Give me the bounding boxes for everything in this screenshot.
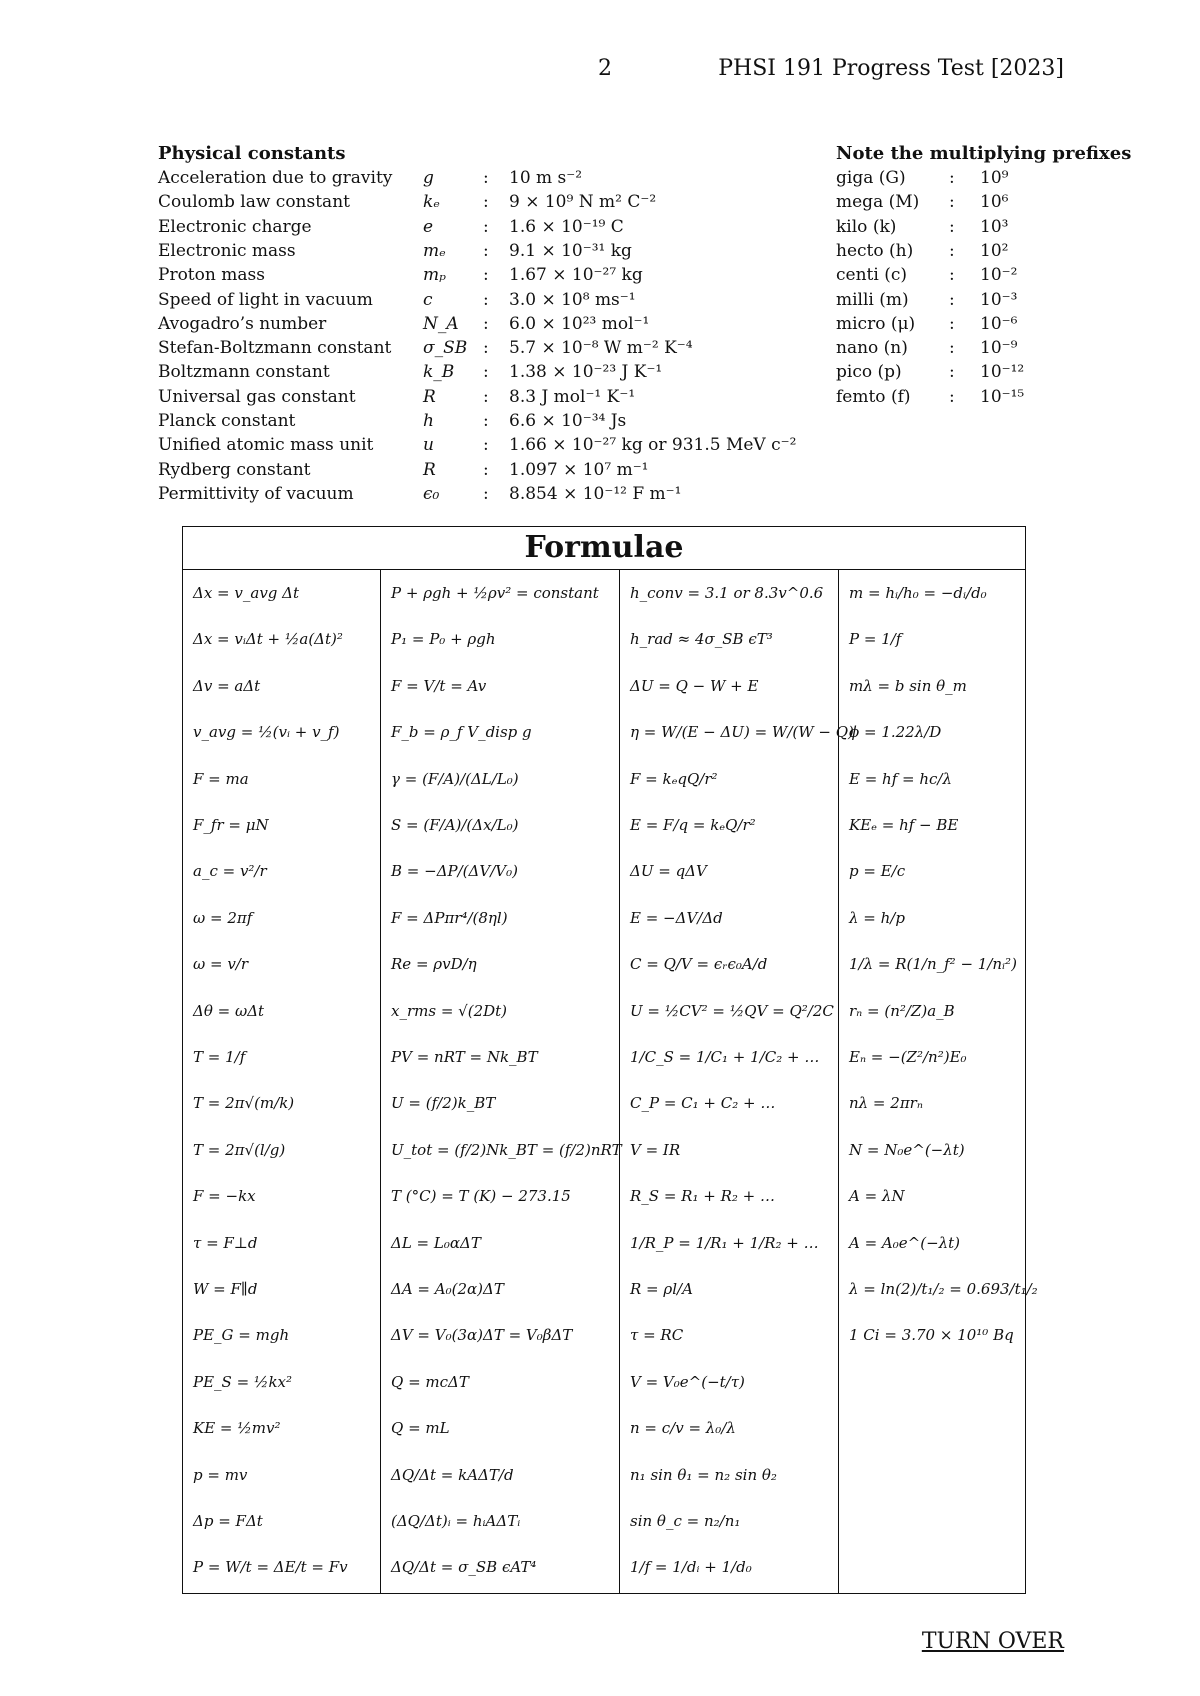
constant-name: Stefan-Boltzmann constant	[158, 338, 392, 359]
prefix-value: 10⁻¹⁵	[980, 386, 1025, 407]
prefix-row	[836, 241, 1056, 265]
constant-row	[158, 192, 838, 216]
formula: γ = (F/A)/(ΔL/L₀)	[391, 769, 519, 788]
constant-row	[158, 411, 838, 435]
page-number: 2	[598, 56, 612, 81]
formula: Δx = vᵢΔt + ½a(Δt)²	[193, 630, 343, 649]
constant-row	[158, 265, 838, 289]
constant-name: Planck constant	[158, 411, 296, 431]
constant-row	[158, 168, 838, 192]
separator-colon: :	[949, 386, 955, 407]
turn-over-label: TURN OVER	[921, 1629, 1064, 1654]
constant-row	[158, 290, 838, 314]
formula: W = F∥d	[193, 1280, 258, 1298]
formula: V = V₀e^(−t/τ)	[630, 1372, 745, 1391]
separator-colon: :	[483, 289, 489, 310]
constant-row	[158, 314, 838, 338]
constant-value: 1.097 × 10⁷ m⁻¹	[509, 459, 649, 480]
formula: mλ = b sin θ_m	[849, 676, 967, 695]
formula: Δθ = ωΔt	[193, 1001, 265, 1020]
formula: rₙ = (n²/Z)a_B	[849, 1001, 955, 1020]
prefix-name: nano (n)	[836, 338, 908, 359]
formula: A = λN	[849, 1187, 905, 1206]
constant-name: Boltzmann constant	[158, 362, 330, 383]
constant-symbol: u	[423, 435, 434, 456]
separator-colon: :	[483, 459, 489, 480]
constant-symbol: R	[423, 459, 436, 480]
formula: KEₑ = hf − BE	[849, 816, 959, 834]
constant-name: Rydberg constant	[158, 459, 311, 480]
formula: Re = ρvD/η	[391, 955, 477, 974]
prefix-value: 10⁻¹²	[980, 362, 1025, 383]
constant-value: 9.1 × 10⁻³¹ kg	[509, 240, 632, 261]
prefix-value: 10⁻⁶	[980, 313, 1018, 334]
constant-value: 1.67 × 10⁻²⁷ kg	[509, 265, 643, 286]
formula: ΔA = A₀(2α)ΔT	[391, 1280, 504, 1298]
formula: T = 1/f	[193, 1048, 246, 1066]
prefix-value: 10³	[980, 216, 1009, 237]
prefix-row	[836, 168, 1056, 192]
prefix-row	[836, 290, 1056, 314]
prefix-name: hecto (h)	[836, 240, 914, 261]
formula: PE_G = mgh	[193, 1326, 290, 1345]
constant-name: Speed of light in vacuum	[158, 289, 373, 310]
constant-name: Permittivity of vacuum	[158, 483, 354, 504]
formula: T (°C) = T (K) − 273.15	[391, 1187, 571, 1206]
separator-colon: :	[483, 216, 489, 237]
prefix-name: pico (p)	[836, 362, 902, 383]
constant-row	[158, 241, 838, 265]
separator-colon: :	[949, 313, 955, 334]
formula: ϕ = 1.22λ/D	[849, 723, 942, 742]
formula: a_c = v²/r	[193, 862, 267, 881]
formula: n = c/v = λ₀/λ	[630, 1419, 736, 1438]
running-header: PHSI 191 Progress Test [2023]	[718, 56, 1064, 81]
formula: ΔL = L₀αΔT	[391, 1233, 481, 1252]
separator-colon: :	[949, 265, 955, 286]
constant-value: 6.6 × 10⁻³⁴ Js	[509, 411, 627, 431]
formula: C_P = C₁ + C₂ + …	[630, 1094, 776, 1113]
formula-column-3	[619, 569, 854, 1593]
formula: τ = F⊥d	[193, 1233, 258, 1252]
constant-value: 1.6 × 10⁻¹⁹ C	[509, 216, 624, 237]
formula: C = Q/V = ϵᵣϵ₀A/d	[630, 955, 768, 974]
formula: n₁ sin θ₁ = n₂ sin θ₂	[630, 1465, 777, 1484]
constant-value: 6.0 × 10²³ mol⁻¹	[509, 313, 650, 334]
prefix-row	[836, 387, 1056, 411]
formulae-box	[182, 526, 1038, 1594]
constant-symbol: mₚ	[423, 265, 446, 286]
formula: F = ma	[193, 769, 249, 788]
prefixes-heading: Note the multiplying prefixes	[836, 143, 1132, 164]
constant-symbol: mₑ	[423, 240, 446, 261]
separator-colon: :	[483, 411, 489, 431]
formula: ω = 2πf	[193, 908, 253, 927]
constant-row	[158, 435, 838, 459]
formula: KE = ½mv²	[193, 1419, 281, 1438]
formula: P₁ = P₀ + ρgh	[391, 630, 496, 649]
formula: Δp = FΔt	[193, 1512, 263, 1530]
formula: PV = nRT = Nk_BT	[391, 1048, 538, 1066]
separator-colon: :	[483, 168, 489, 188]
constant-row	[158, 217, 838, 241]
prefix-name: mega (M)	[836, 192, 920, 213]
formula: h_rad ≈ 4σ_SB ϵT³	[630, 630, 773, 649]
constant-symbol: N_A	[423, 313, 459, 334]
formula-column-4	[838, 569, 1038, 1593]
separator-colon: :	[483, 483, 489, 504]
constant-row	[158, 484, 838, 508]
prefix-row	[836, 217, 1056, 241]
formula: E = hf = hc/λ	[849, 769, 952, 788]
constant-symbol: c	[423, 289, 433, 310]
formula: P + ρgh + ½ρv² = constant	[391, 584, 599, 602]
constant-name: Universal gas constant	[158, 386, 356, 407]
constant-name: Acceleration due to gravity	[158, 168, 393, 188]
formula: R_S = R₁ + R₂ + …	[630, 1187, 775, 1206]
constant-row	[158, 460, 838, 484]
prefix-row	[836, 338, 1056, 362]
constant-name: Electronic charge	[158, 216, 312, 237]
prefix-row	[836, 362, 1056, 386]
separator-colon: :	[483, 362, 489, 383]
formula: ΔU = Q − W + E	[630, 676, 759, 695]
separator-colon: :	[949, 168, 955, 188]
constant-value: 1.66 × 10⁻²⁷ kg or 931.5 MeV c⁻²	[509, 435, 797, 456]
prefix-row	[836, 192, 1056, 216]
formula: T = 2π√(m/k)	[193, 1094, 295, 1113]
formula: Q = mcΔT	[391, 1372, 469, 1391]
constant-value: 1.38 × 10⁻²³ J K⁻¹	[509, 362, 663, 383]
formula: 1 Ci = 3.70 × 10¹⁰ Bq	[849, 1326, 1014, 1345]
prefix-name: centi (c)	[836, 265, 907, 286]
separator-colon: :	[949, 289, 955, 310]
formula: p = E/c	[849, 862, 906, 881]
formula: Eₙ = −(Z²/n²)E₀	[849, 1048, 967, 1066]
formula: E = F/q = kₑQ/r²	[630, 816, 756, 834]
formula: P = 1/f	[849, 630, 902, 649]
constant-value: 8.854 × 10⁻¹² F m⁻¹	[509, 483, 682, 504]
formula: v_avg = ½(vᵢ + v_f)	[193, 723, 340, 742]
formula: PE_S = ½kx²	[193, 1372, 293, 1391]
formula: η = W/(E − ΔU) = W/(W − Q)	[630, 723, 854, 742]
formula: 1/C_S = 1/C₁ + 1/C₂ + …	[630, 1048, 820, 1066]
formula: 1/λ = R(1/n_f² − 1/nᵢ²)	[849, 955, 1017, 974]
constant-value: 9 × 10⁹ N m² C⁻²	[509, 192, 657, 213]
constant-value: 5.7 × 10⁻⁸ W m⁻² K⁻⁴	[509, 338, 693, 359]
prefix-value: 10⁻²	[980, 265, 1018, 286]
separator-colon: :	[483, 313, 489, 334]
formula: ΔQ/Δt = kAΔT/d	[391, 1465, 514, 1484]
formula: B = −ΔP/(ΔV/V₀)	[391, 862, 518, 881]
formula-column-1	[183, 569, 380, 1593]
formula: Δx = v_avg Δt	[193, 584, 300, 602]
formula: E = −ΔV/Δd	[630, 908, 723, 927]
formula: λ = ln(2)/t₁/₂ = 0.693/t₁/₂	[849, 1280, 1038, 1298]
constant-symbol: k_B	[423, 362, 455, 383]
formula: h_conv = 3.1 or 8.3v^0.6	[630, 584, 824, 602]
constant-symbol: ϵ₀	[423, 483, 440, 504]
formula: P = W/t = ΔE/t = Fv	[193, 1558, 348, 1577]
formula: U = (f/2)k_BT	[391, 1094, 496, 1113]
formula: F = kₑqQ/r²	[630, 769, 718, 788]
formula: 1/R_P = 1/R₁ + 1/R₂ + …	[630, 1233, 819, 1252]
constant-symbol: kₑ	[423, 192, 440, 213]
formula: N = N₀e^(−λt)	[849, 1140, 965, 1159]
formula: Q = mL	[391, 1419, 450, 1438]
formula: A = A₀e^(−λt)	[849, 1233, 961, 1252]
formula: S = (F/A)/(Δx/L₀)	[391, 816, 519, 834]
formula-column-2	[380, 569, 622, 1593]
formula: R = ρl/A	[630, 1280, 693, 1298]
prefix-name: giga (G)	[836, 168, 906, 188]
separator-colon: :	[483, 265, 489, 286]
prefix-value: 10⁹	[980, 168, 1009, 188]
formula: F_b = ρ_f V_disp g	[391, 723, 532, 742]
formula: ΔU = qΔV	[630, 862, 707, 881]
constant-symbol: g	[423, 168, 434, 188]
constant-name: Unified atomic mass unit	[158, 435, 374, 456]
formula: sin θ_c = n₂/n₁	[630, 1512, 741, 1530]
formula: Δv = aΔt	[193, 676, 261, 695]
prefix-name: kilo (k)	[836, 216, 897, 237]
formula: U_tot = (f/2)Nk_BT = (f/2)nRT	[391, 1140, 622, 1159]
constant-value: 8.3 J mol⁻¹ K⁻¹	[509, 386, 636, 407]
formula: T = 2π√(l/g)	[193, 1140, 286, 1159]
constant-row	[158, 338, 838, 362]
prefix-name: micro (μ)	[836, 313, 916, 334]
constant-symbol: R	[423, 386, 436, 407]
constant-symbol: e	[423, 216, 434, 237]
constant-name: Coulomb law constant	[158, 192, 350, 213]
prefix-value: 10⁻⁹	[980, 338, 1018, 359]
formula: τ = RC	[630, 1326, 684, 1345]
formula: F_fr = μN	[193, 816, 269, 834]
separator-colon: :	[949, 240, 955, 261]
formula: 1/f = 1/dᵢ + 1/d₀	[630, 1558, 752, 1577]
separator-colon: :	[483, 386, 489, 407]
constant-symbol: h	[423, 411, 434, 431]
prefix-name: femto (f)	[836, 386, 911, 407]
prefix-row	[836, 314, 1056, 338]
formula: m = hᵢ/h₀ = −dᵢ/d₀	[849, 584, 987, 602]
formula: x_rms = √(2Dt)	[391, 1001, 508, 1020]
formula: ΔQ/Δt = σ_SB ϵAT⁴	[391, 1558, 537, 1577]
prefix-name: milli (m)	[836, 289, 909, 310]
formula: ω = v/r	[193, 955, 249, 974]
constant-value: 10 m s⁻²	[509, 168, 583, 188]
separator-colon: :	[483, 240, 489, 261]
constant-value: 3.0 × 10⁸ ms⁻¹	[509, 289, 636, 310]
constant-name: Proton mass	[158, 265, 265, 286]
formula: F = V/t = Av	[391, 676, 487, 695]
formulae-title: Formulae	[183, 527, 1025, 570]
formula: F = ΔPπr⁴/(8ηl)	[391, 908, 508, 927]
separator-colon: :	[483, 435, 489, 456]
prefix-row	[836, 265, 1056, 289]
formula: F = −kx	[193, 1187, 256, 1206]
formula: (ΔQ/Δt)ᵢ = hᵢAΔTᵢ	[391, 1512, 521, 1530]
constants-heading: Physical constants	[158, 143, 346, 164]
separator-colon: :	[949, 338, 955, 359]
separator-colon: :	[949, 192, 955, 213]
constant-row	[158, 387, 838, 411]
constant-name: Electronic mass	[158, 240, 296, 261]
constant-name: Avogadro’s number	[158, 313, 327, 334]
separator-colon: :	[949, 216, 955, 237]
prefix-value: 10²	[980, 240, 1009, 261]
separator-colon: :	[949, 362, 955, 383]
prefix-value: 10⁶	[980, 192, 1009, 213]
formula: λ = h/p	[849, 908, 905, 927]
formula: nλ = 2πrₙ	[849, 1094, 923, 1113]
formula: V = IR	[630, 1140, 681, 1159]
formula: p = mv	[193, 1465, 248, 1484]
separator-colon: :	[483, 192, 489, 213]
separator-colon: :	[483, 338, 489, 359]
formula: U = ½CV² = ½QV = Q²/2C	[630, 1001, 834, 1020]
constant-row	[158, 362, 838, 386]
formula: ΔV = V₀(3α)ΔT = V₀βΔT	[391, 1326, 573, 1345]
prefix-value: 10⁻³	[980, 289, 1018, 310]
constant-symbol: σ_SB	[423, 338, 468, 359]
